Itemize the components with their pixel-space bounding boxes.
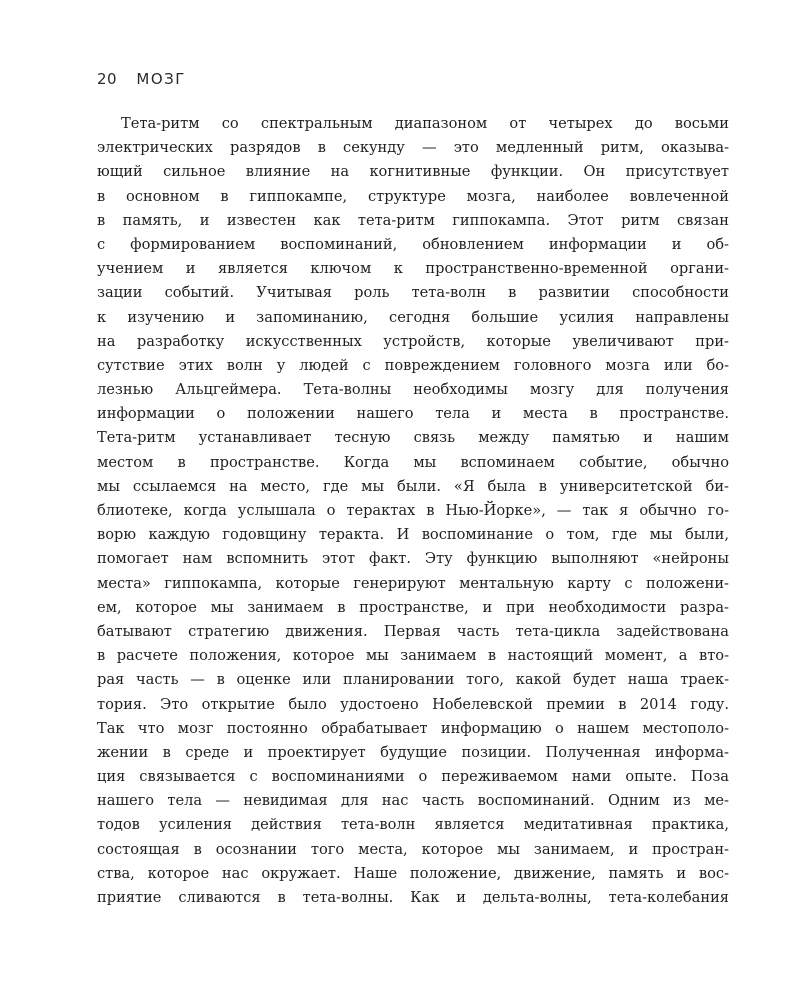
text-line: на разработку искусственных устройств, которые увеличивают при-: [97, 332, 729, 350]
section-title: МОЗГ: [136, 70, 186, 88]
text-line: сутствие этих волн у людей с повреждением головного мозга или бо-: [97, 356, 729, 374]
text-line: в память, и известен как тета-ритм гиппокампа. Этот ритм связан: [97, 211, 729, 229]
text-line: в расчете положения, которое мы занимаем в настоящий момент, а вто-: [97, 647, 729, 665]
text-line: местом в пространстве. Когда мы вспоминаем событие, обычно: [97, 453, 729, 471]
text-line: ция связывается с воспоминаниями о переживаемом нами опыте. Поза: [97, 768, 729, 786]
text-line: ства, которое нас окружает. Наше положение, движение, память и вос-: [97, 864, 729, 882]
text-line: ем, которое мы занимаем в пространстве, и при необходимости разра-: [97, 598, 729, 616]
running-head: [97, 70, 186, 88]
text-line: в основном в гиппокампе, структуре мозга, наиболее вовлеченной: [97, 187, 729, 205]
text-line: рая часть — в оценке или планировании того, какой будет наша траек-: [97, 671, 729, 689]
text-line: помогает нам вспомнить этот факт. Эту функцию выполняют «нейроны: [97, 550, 729, 568]
text-line: Тета-ритм устанавливает тесную связь между памятью и нашим: [97, 429, 729, 447]
text-line: приятие сливаются в тета-волны. Как и дельта-волны, тета-колебания: [97, 889, 729, 906]
text-line: учением и является ключом к пространственно-временной органи-: [97, 260, 729, 278]
text-line: лезнью Альцгеймера. Тета-волны необходимы мозгу для получения: [97, 381, 729, 399]
text-line: ворю каждую годовщину теракта. И воспоминание о том, где мы были,: [97, 526, 729, 544]
text-line: электрических разрядов в секунду — это медленный ритм, оказыва-: [97, 139, 729, 157]
text-line: к изучению и запоминанию, сегодня большие усилия направлены: [97, 308, 729, 326]
text-line: ющий сильное влияние на когнитивные функции. Он присутствует: [97, 163, 729, 181]
text-line: мы ссылаемся на место, где мы были. «Я была в университетской би-: [97, 477, 729, 495]
text-line: зации событий. Учитывая роль тета-волн в развитии способности: [97, 284, 729, 302]
text-line: Тета-ритм со спектральным диапазоном от четырех до восьми: [121, 115, 729, 132]
text-line: с формированием воспоминаний, обновлением информации и об-: [97, 235, 729, 253]
text-line: батывают стратегию движения. Первая часть тета-цикла задействована: [97, 622, 729, 640]
text-line: блиотеке, когда услышала о терактах в Нью-Йорке», — так я обычно го-: [97, 502, 729, 519]
text-line: тодов усиления действия тета-волн является медитативная практика,: [97, 816, 729, 834]
text-line: состоящая в осознании того места, которое мы занимаем, и простран-: [97, 840, 729, 858]
text-line: тория. Это открытие было удостоено Нобелевской премии в 2014 году.: [97, 695, 729, 713]
text-line: информации о положении нашего тела и места в пространстве.: [97, 405, 729, 423]
text-line: жении в среде и проектирует будущие позиции. Полученная информа-: [97, 743, 729, 761]
text-line: Так что мозг постоянно обрабатывает информацию о нашем местополо-: [97, 719, 729, 737]
text-line: места» гиппокампа, которые генерируют ментальную карту с положени-: [97, 574, 729, 592]
text-line: нашего тела — невидимая для нас часть воспоминаний. Одним из ме-: [97, 792, 729, 810]
body-paragraph: [97, 112, 729, 910]
page-number: 20: [97, 70, 118, 88]
